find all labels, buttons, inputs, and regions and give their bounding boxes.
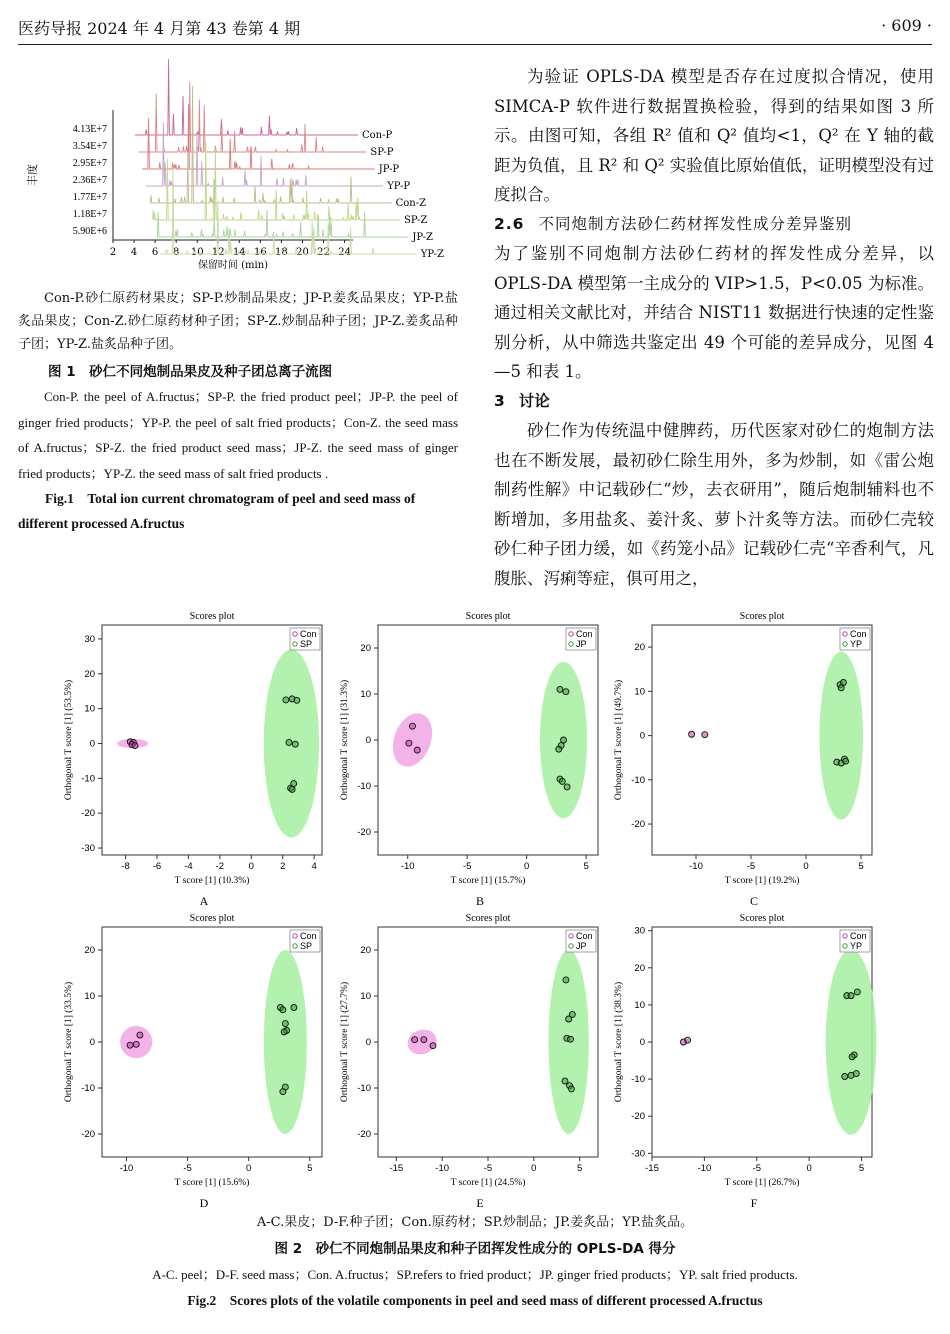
y-axis-label: Orthogonal T score [1] (49.7%) [614, 679, 624, 801]
x-tick-label: -10 [435, 1163, 450, 1174]
fig1-xtick-label: 12 [211, 247, 225, 258]
legend-label: SP [300, 639, 313, 649]
y-tick-label: -10 [357, 781, 371, 792]
panel-label: D [199, 1196, 209, 1210]
y-axis-label: Orthogonal T score [1] (38.3%) [614, 981, 624, 1103]
y-tick-label: 10 [84, 991, 95, 1002]
y-tick-label: 10 [360, 991, 371, 1002]
panel-label: F [750, 1196, 758, 1210]
x-axis-label: T score [1] (24.5%) [450, 1178, 526, 1188]
paragraph-validation: 为验证 OPLS-DA 模型是否存在过度拟合情况，使用 SIMCA-P 软件进行数据置换检验，得到的结果如图 3 所示。由图可知，各组 R² 值和 Q² 值均<1，Q² 在 Y 轴的截距为负值，且 R² 和 Q² 实验值比原始值低，证明模型没有过度拟合。 [494, 67, 934, 204]
data-point-yp [843, 758, 849, 764]
y-tick-label: 0 [89, 738, 95, 750]
fig2-panel-c [612, 605, 892, 908]
data-point-jp [556, 746, 562, 752]
y-tick-label: -10 [631, 774, 645, 786]
x-tick-label: 0 [803, 861, 809, 872]
y-tick-label: 20 [84, 668, 95, 680]
y-tick-label: -20 [81, 1129, 95, 1140]
fig1-trace-con-p [135, 59, 358, 135]
section-title: 讨论 [518, 391, 550, 410]
x-tick-label: 4 [311, 861, 317, 872]
y-tick-label: 10 [634, 999, 645, 1011]
left-column [18, 55, 458, 536]
fig1-caption-en: Con-P. the peel of A.fructus；SP-P. the fried product peel；JP-P. the peel of ginger fried products；YP-P. the peel of salt fried products；Con-Z. the seed mass of A.fructus；SP-Z. the fried product seed mass；JP-Z. the seed mass of ginger fried products；YP-Z. the seed mass of salt fried products . [18, 389, 458, 481]
data-point-jp [568, 1036, 574, 1042]
right-column [494, 62, 934, 593]
fig1-caption-cn: Con-P.砂仁原药材果皮；SP-P.炒制品果皮；JP-P.姜炙品果皮；YP-P.盐炙品果皮；Con-Z.砂仁原药材种子团；SP-Z.炒制品种子团；JP-Z.姜炙品种子团；YP-Z.盐炙品种子团。 [18, 291, 458, 352]
x-tick-label: -2 [215, 861, 225, 872]
legend-label: Con [850, 629, 867, 639]
panel-label: E [476, 1196, 484, 1210]
fig1-ytick-label: 1.77E+7 [72, 192, 107, 203]
y-tick-label: 20 [84, 945, 95, 956]
x-tick-label: -10 [119, 1163, 134, 1174]
y-tick-label: -20 [357, 1129, 371, 1140]
x-axis-label: T score [1] (19.2%) [724, 876, 800, 886]
panel-label: A [199, 894, 209, 908]
x-tick-label: -15 [645, 1163, 659, 1174]
data-point-sp [291, 781, 297, 787]
y-tick-label: 0 [365, 735, 371, 746]
paragraph-discussion: 砂仁作为传统温中健脾药，历代医家对砂仁的炮制方法也在不断发展，最初砂仁除生用外，多为炒制，如《雷公炮制药性解》中记载砂仁“炒，去衣研用”，随后炮制辅料也不断增加，多用盐炙、姜汁炙、萝卜汁炙等方法。而砂仁壳较砂仁种子团力缓，如《药笼小品》记载砂仁壳“辛香利气，凡腹胀、泻痢等症，俱可用之， [494, 421, 934, 588]
data-point-jp [568, 1086, 574, 1092]
y-tick-label: -10 [357, 1083, 371, 1094]
y-tick-label: -20 [81, 808, 95, 820]
data-point-sp [294, 697, 300, 703]
legend-label: Con [576, 629, 593, 639]
x-tick-label: 2 [280, 861, 286, 872]
data-point-sp [280, 1007, 286, 1013]
fig1-trace-sp-p [139, 82, 367, 152]
y-tick-label: 30 [634, 925, 645, 937]
x-tick-label: -6 [152, 861, 162, 872]
plot-title: Scores plot [465, 913, 511, 924]
journal-title: 医药导报 2024 年 4 月第 43 卷第 4 期 [18, 19, 301, 38]
y-tick-label: 0 [639, 730, 645, 742]
x-axis-label: T score [1] (15.6%) [174, 1178, 250, 1188]
plot-title: Scores plot [189, 611, 235, 622]
section-2-6-heading [494, 210, 934, 240]
x-tick-label: -5 [462, 861, 472, 872]
x-tick-label: 5 [858, 861, 864, 872]
data-point-jp [563, 977, 569, 983]
data-point-jp [564, 784, 570, 790]
data-point-con [685, 1037, 691, 1043]
confidence-ellipse-con [386, 708, 439, 772]
data-point-yp [842, 1074, 848, 1080]
section-number: 2.6 [494, 214, 525, 233]
fig1-xtick-label: 4 [130, 247, 138, 258]
data-point-sp [280, 1089, 286, 1095]
legend-label: Con [300, 629, 317, 639]
fig1-xtick-label: 10 [190, 247, 204, 258]
fig1-trace-label: SP-Z [404, 215, 428, 226]
fig1-xlabel: 保留时间 (min) [197, 260, 269, 271]
data-point-con [430, 1043, 436, 1049]
x-tick-label: 5 [307, 1163, 313, 1174]
legend-label: Con [300, 931, 317, 941]
fig1-trace-label: Con-P [362, 130, 393, 141]
fig1-chromatogram [18, 55, 458, 275]
data-point-con [412, 1037, 418, 1043]
fig1-xtick-label: 2 [109, 247, 117, 258]
fig1-xtick-label: 24 [338, 247, 351, 258]
panel-label: B [475, 894, 485, 908]
data-point-con [137, 1032, 143, 1038]
fig1-trace-con-z [149, 86, 394, 203]
fig1-trace-jp-p [142, 104, 375, 169]
data-point-sp [283, 697, 289, 703]
x-tick-label: -5 [483, 1163, 493, 1174]
fig1-trace-label: JP-P [378, 164, 400, 175]
y-axis-label: Orthogonal T score [1] (53.5%) [64, 679, 74, 801]
legend-label: JP [576, 639, 587, 649]
data-point-yp [848, 993, 854, 999]
data-point-sp [282, 1021, 288, 1027]
fig1-xtick-label: 20 [296, 247, 309, 258]
x-tick-label: 5 [577, 1163, 583, 1174]
data-point-jp [562, 1078, 568, 1084]
fig1-ytick-label: 5.90E+6 [72, 226, 107, 237]
y-tick-label: 20 [360, 945, 371, 956]
fig1-xtick-label: 22 [317, 247, 330, 258]
fig1-ytick-label: 2.36E+7 [72, 175, 107, 186]
y-tick-label: 10 [84, 703, 95, 715]
fig1-ylabel: 丰度 [26, 164, 39, 186]
data-point-sp [289, 786, 295, 792]
x-tick-label: 0 [806, 1163, 812, 1174]
data-point-con [421, 1037, 427, 1043]
section-number: 3 [494, 391, 505, 410]
x-tick-label: -10 [697, 1163, 712, 1174]
x-axis-label: T score [1] (10.3%) [174, 876, 250, 886]
fig1-ytick-label: 3.54E+7 [72, 141, 107, 152]
x-tick-label: 0 [246, 1163, 252, 1174]
data-point-jp [561, 737, 567, 743]
fig1-trace-yp-p [146, 122, 383, 186]
plot-title: Scores plot [465, 611, 511, 622]
fig2-panel-b [338, 605, 618, 908]
plot-title: Scores plot [739, 913, 785, 924]
fig2-title-en: Fig.2 Scores plots of the volatile components in peel and seed mass of different processed A.fructus [187, 1293, 763, 1308]
fig1-xtick-label: 14 [232, 247, 246, 258]
data-point-sp [291, 1005, 297, 1011]
x-tick-label: 0 [531, 1163, 537, 1174]
data-point-jp [559, 778, 565, 784]
legend-label: JP [576, 941, 587, 951]
x-tick-label: -5 [746, 861, 756, 872]
data-point-sp [286, 739, 292, 745]
fig2-panel-f [612, 907, 892, 1210]
legend-label: YP [850, 941, 863, 951]
y-tick-label: -10 [81, 773, 95, 785]
fig1-xtick-label: 6 [151, 247, 159, 258]
panel-label: C [749, 894, 759, 908]
data-point-con [702, 732, 708, 738]
data-point-jp [557, 686, 563, 692]
fig1-title-cn: 图 1 砂仁不同炮制品果皮及种子团总离子流图 [48, 364, 333, 380]
x-tick-label: 0 [524, 861, 530, 872]
legend-label: YP [850, 639, 863, 649]
data-point-con [406, 740, 412, 746]
x-tick-label: -10 [400, 861, 415, 872]
fig1-xtick-label: 18 [275, 247, 288, 258]
fig1-ytick-label: 1.18E+7 [72, 209, 107, 220]
fig2-panel-d [62, 907, 342, 1210]
x-axis-label: T score [1] (15.7%) [450, 876, 526, 886]
x-tick-label: -10 [689, 861, 703, 872]
y-tick-label: 10 [634, 686, 645, 698]
confidence-ellipse-yp [826, 949, 877, 1134]
fig1-xtick-label: 8 [172, 247, 180, 258]
x-tick-label: -4 [184, 861, 193, 872]
x-tick-label: 5 [583, 861, 589, 872]
fig1-ytick-label: 2.95E+7 [72, 158, 107, 169]
data-point-con [689, 731, 695, 737]
fig1-trace-label: YP-P [387, 181, 411, 192]
page-header [18, 14, 932, 45]
y-tick-label: 20 [634, 962, 645, 974]
page-number: · 609 · [881, 16, 932, 35]
section-title: 不同炮制方法砂仁药材挥发性成分差异鉴别 [538, 214, 852, 233]
y-tick-label: 10 [360, 689, 371, 700]
data-point-con [132, 743, 138, 749]
data-point-jp [563, 689, 569, 695]
y-tick-label: 20 [360, 643, 371, 654]
y-tick-label: -30 [81, 843, 95, 855]
fig2-title-cn: 图 2 砂仁不同炮制品果皮和种子团挥发性成分的 OPLS-DA 得分 [274, 1241, 676, 1257]
fig1-trace-label: JP-Z [412, 232, 433, 243]
legend-label: Con [850, 931, 867, 941]
data-point-sp [281, 1029, 287, 1035]
paragraph-identification: 为了鉴别不同炮制方法砂仁药材的挥发性成分差异，以 OPLS-DA 模型第一主成分的 VIP>1.5，P<0.05 为标准。通过相关文献比对，并结合 NIST11 数据进行快速的定性鉴别分析，从中筛选共鉴定出 49 个可能的差异成分，见图 4—5 和表 1。 [494, 244, 934, 381]
confidence-ellipse-sp [264, 950, 307, 1134]
y-tick-label: 0 [365, 1037, 371, 1048]
confidence-ellipse-yp [819, 652, 863, 820]
fig2-caption-en: A-C. peel；D-F. seed mass；Con. A.fructus；SP.refers to fried product；JP. ginger fried products；YP. salt fried products. [152, 1267, 798, 1282]
data-point-con [133, 1041, 139, 1047]
data-point-con [127, 1042, 133, 1048]
y-axis-label: Orthogonal T score [1] (33.5%) [64, 981, 74, 1103]
data-point-con [409, 723, 415, 729]
fig2-panel-a [62, 605, 342, 908]
x-tick-label: 0 [248, 861, 254, 872]
data-point-yp [838, 685, 844, 691]
plot-title: Scores plot [739, 611, 785, 622]
x-tick-label: -5 [183, 1163, 192, 1174]
x-tick-label: -15 [389, 1163, 404, 1174]
y-axis-label: Orthogonal T score [1] (27.7%) [340, 981, 350, 1103]
fig1-trace-label: YP-Z [420, 249, 444, 260]
fig2-caption-cn: A-C.果皮；D-F.种子团；Con.原药材；SP.炒制品；JP.姜炙品；YP.盐炙品。 [256, 1215, 694, 1230]
x-tick-label: -8 [121, 861, 130, 872]
y-tick-label: -20 [631, 819, 645, 831]
data-point-jp [566, 1016, 572, 1022]
fig1-trace-label: SP-P [370, 147, 394, 158]
y-tick-label: 30 [84, 633, 95, 645]
y-tick-label: 0 [639, 1037, 645, 1048]
section-3-heading [494, 387, 934, 417]
y-tick-label: -30 [631, 1148, 645, 1160]
legend-label: SP [300, 941, 313, 951]
legend-label: Con [576, 931, 593, 941]
fig2-panel-e [338, 907, 618, 1210]
y-axis-label: Orthogonal T score [1] (31.3%) [340, 679, 350, 801]
x-tick-label: -5 [752, 1163, 761, 1174]
data-point-yp [849, 1054, 855, 1060]
data-point-yp [854, 989, 860, 995]
y-tick-label: 0 [89, 1037, 95, 1048]
y-tick-label: -10 [81, 1083, 95, 1094]
plot-title: Scores plot [189, 913, 235, 924]
data-point-sp [292, 741, 298, 747]
y-tick-label: -10 [631, 1074, 645, 1086]
fig1-ytick-label: 4.13E+7 [72, 124, 107, 135]
y-tick-label: 20 [634, 642, 645, 654]
data-point-con [414, 747, 420, 753]
y-tick-label: -20 [357, 827, 371, 838]
fig1-xtick-label: 16 [254, 247, 267, 258]
data-point-yp [853, 1071, 859, 1077]
y-tick-label: -20 [631, 1111, 645, 1123]
fig1-trace-label: Con-Z [395, 198, 427, 209]
x-tick-label: 5 [858, 1163, 865, 1174]
x-axis-label: T score [1] (26.7%) [724, 1178, 800, 1188]
fig1-title-en: Fig.1 Total ion current chromatogram of peel and seed mass of different processed A.fructus [18, 491, 416, 531]
